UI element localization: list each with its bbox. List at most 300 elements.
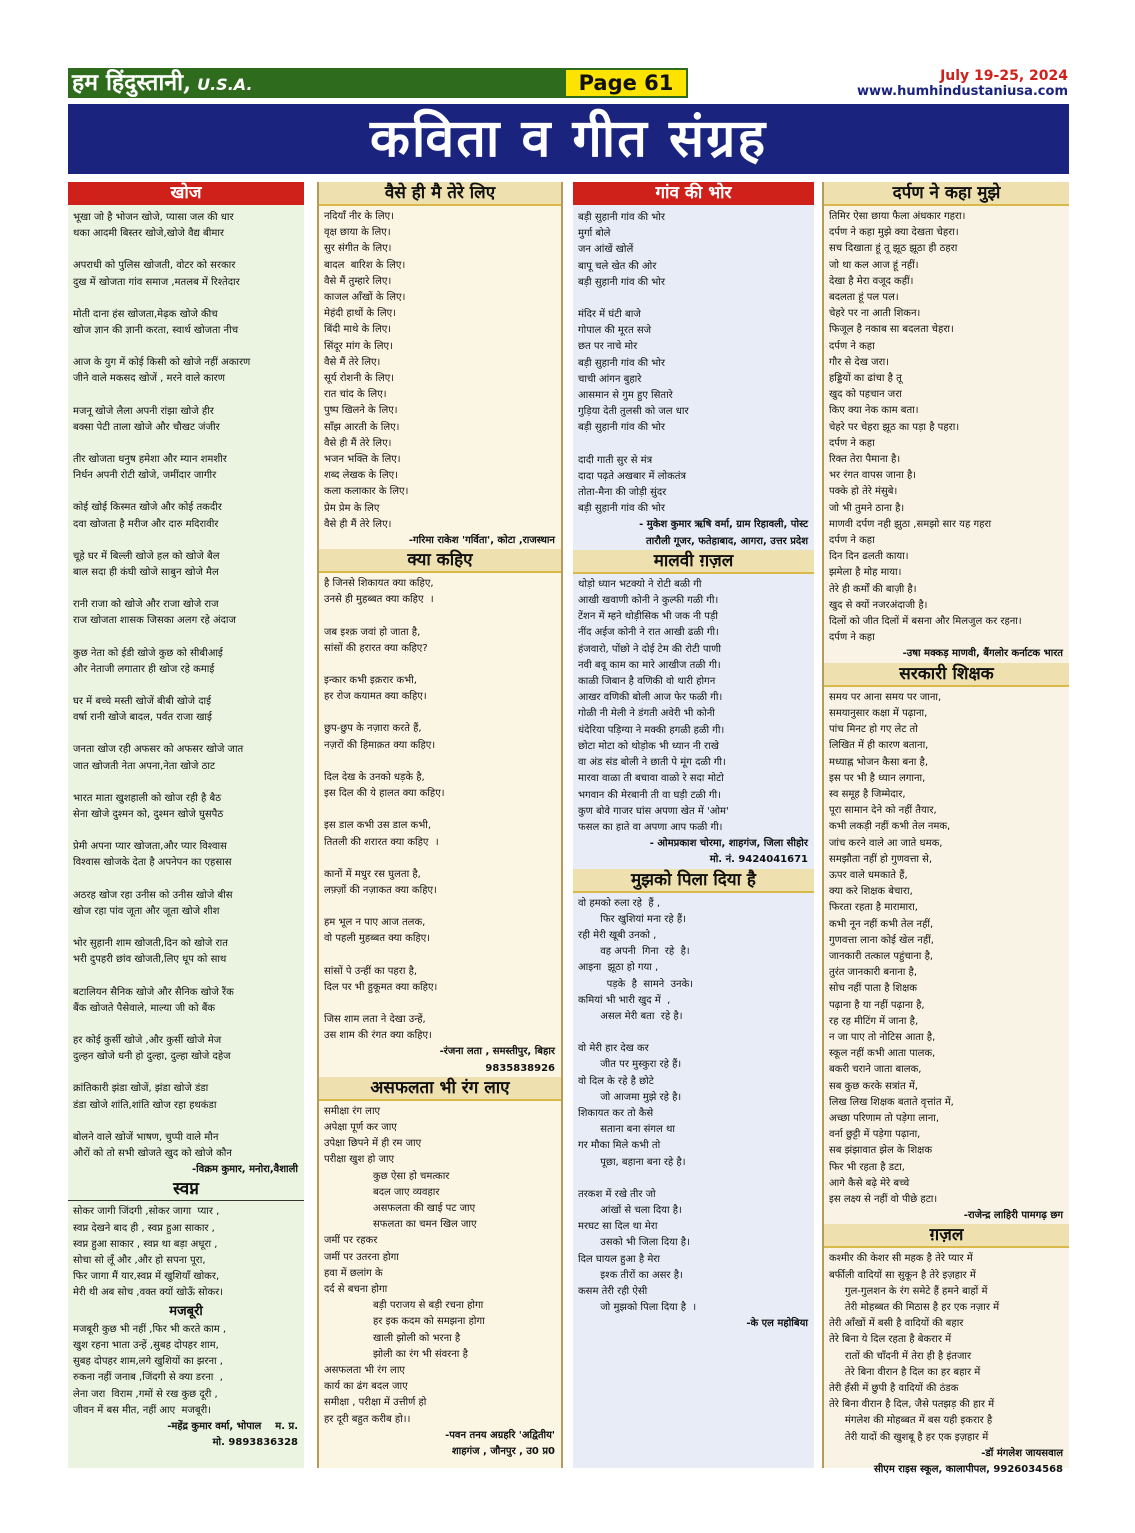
- poem-line: वो हमको रुला रहे हैं ,: [578, 897, 661, 909]
- poem-line: प्रेमी अपना प्यार खोजता,और प्यार विश्वास: [73, 841, 227, 853]
- poem-swapna-phone: मो. 9893836328: [212, 1437, 298, 1449]
- poem-line: हंजवारो, पोंछो ने दोई टेम की रोटी पाणी: [578, 643, 721, 655]
- poem-line: हर रोज कयामत क्या कहिए।: [324, 691, 427, 703]
- poem-line: बड़ी सुहानी गांव की भोर: [578, 503, 665, 515]
- poem-line: सब कुछ करके सत्रांत में,: [829, 1080, 919, 1092]
- stanza-gap: [324, 851, 557, 867]
- poem-line: दिलों को जीत दिलों में बसना और मिलजुल कर रहना।: [829, 616, 1022, 628]
- poem-line: दादा पढ़ते अखबार में लोकतंत्र: [578, 470, 686, 482]
- stanza-gap: [73, 581, 300, 597]
- poem-line: तोता-मैना की जोड़ी सुंदर: [578, 487, 667, 499]
- poem-line: औरों को तो सभी खोजते खुद को खोजे कौन: [73, 1147, 232, 1159]
- poem-line: सिंदूर मांग के लिए।: [324, 340, 393, 352]
- poem-asafalta-lines-2: [319, 1233, 561, 1298]
- poem-line: है जिनसे शिकायत क्या कहिए,: [324, 578, 434, 590]
- stanza-gap: [73, 533, 300, 549]
- poem-line: उपेक्षा छिपने में ही रम जाए: [324, 1138, 422, 1150]
- poem-line: खोज रहा पांव जूता और जूता खोजे शीश: [73, 905, 220, 917]
- poem-line: इश्क तीरों का असर है।: [578, 1269, 683, 1281]
- poem-line: सच दिखाता हूं तू झूठ झूठा ही ठहरा: [829, 243, 958, 255]
- poem-line: इस पर भी है ध्यान लगाना,: [829, 772, 926, 784]
- poem-line: बक्सा पेटी ताला खोजे और चौखट जंजीर: [73, 421, 220, 433]
- poem-khoj-author: -विक्रम कुमार, मनोरा,वैशाली: [192, 1164, 298, 1176]
- poem-line: खोज ज्ञान की ज्ञानी करता, स्वार्थ खोजता नीच: [73, 325, 239, 337]
- poem-majboori-subtitle: मजबूरी: [169, 1303, 203, 1319]
- poem-line: स्व समूह है जिम्मेदार,: [829, 788, 906, 800]
- stanza-gap: [73, 242, 300, 258]
- poem-line: तेरे ही कर्मों की बाज़ी है।: [829, 583, 917, 595]
- poem-line: न जा पाए तो नोटिस आता है,: [829, 1031, 936, 1043]
- poem-line: हड्डियों का ढांचा है तू: [829, 373, 902, 385]
- poem-line: रुकना नहीं जनाब ,जिंदगी से क्या डरना ,: [73, 1372, 223, 1384]
- poem-line: दुख में खोजता गांव समाज ,मतलब में रिश्तेदार: [73, 276, 240, 288]
- stanza-gap: [324, 754, 557, 770]
- poem-line: दिल देख के उनको धड़के है,: [324, 771, 425, 783]
- poem-line: दुल्हन खोजे धनी हो दुल्हा, दुल्हा खोजे दहेज: [73, 1051, 231, 1063]
- stanza-gap: [73, 1114, 300, 1130]
- poem-malvi-ghazal-phone: मो. नं. 9424041671: [709, 854, 808, 866]
- poem-title-darpan: दर्पण ने कहा मुझे: [824, 182, 1069, 206]
- poem-line: रातों की चाँदनी में तेरा ही है इंतजार: [829, 1350, 972, 1362]
- poem-line: क्रांतिकारी झंडा खोजें, झंडा खोजे डंडा: [73, 1083, 209, 1095]
- poem-line: खाली झोली को भरना है: [373, 1332, 461, 1344]
- poem-line: भारत माता खुशहाली को खोज रही है बैठ: [73, 792, 222, 804]
- poem-line: गोळी नी मेली ने डंगती अवेरी भी कोनी: [578, 708, 715, 720]
- stanza-gap: [324, 802, 557, 818]
- poem-line: हम भूल न पाए आज तलक,: [324, 917, 426, 929]
- stanza-gap: [73, 823, 300, 839]
- poem-line: वैसे ही मैं तेरे लिए।: [324, 437, 392, 449]
- poem-line: बटालियन सैनिक खोजे और सैनिक खोजे रैंक: [73, 986, 234, 998]
- stanza-gap: [73, 484, 300, 500]
- poem-mujhko-pila-author: -के एल महोबिया: [746, 1318, 808, 1330]
- poem-line: इस लक्ष्य से नहीं वो पीछे हटा।: [829, 1193, 938, 1205]
- poem-line: गुणवत्ता लाना कोई खेल नहीं,: [829, 934, 934, 946]
- poem-line: सब झंझावात झेल के शिक्षक: [829, 1145, 933, 1157]
- poem-line: नज़रों की हिमाक़त क्या कहिए।: [324, 739, 436, 751]
- poem-line: दर्पण ने कहा: [829, 340, 875, 352]
- poem-line: टेंशन में म्हने थोड़ीसिक भी जक नी पड़ी: [578, 611, 718, 623]
- poem-line: सेना खोजे दुश्मन को, दुश्मन खोजे घुसपैठ: [73, 809, 224, 821]
- poem-line: बकरी चराने जाता बालक,: [829, 1064, 922, 1076]
- poem-title-gaon-ki-bhor: गांव की भोर: [573, 182, 814, 205]
- poem-line: कुण बोवे गाजर घांस अपणा खेत में 'ओम': [578, 805, 729, 817]
- poem-line: लिखित में ही कारण बताना,: [829, 740, 929, 752]
- poem-line: जनता खोज रही अफसर को अफसर खोजे जात: [73, 744, 244, 756]
- poem-line: विश्वास खोजके देता है अपनेपन का एहसास: [73, 857, 232, 869]
- masthead: [68, 68, 1068, 100]
- poem-line: आगे कैसे बढ़े मेरे बच्चे: [829, 1177, 910, 1189]
- poem-line: जब इश्क़ जवां हो जाता है,: [324, 626, 421, 638]
- poem-line: थका आदमी बिस्तर खोजे,खोजे वैद्य बीमार: [73, 228, 225, 240]
- poem-line: उनसे ही मुहब्बत क्या कहिए ।: [324, 594, 434, 606]
- poem-line: फिर खुशियां मना रहे हैं।: [578, 913, 686, 925]
- poem-line: भोर सुहानी शाम खोजती,दिन को खोजे रात: [73, 938, 228, 950]
- poem-line: देखा है मेरा वजूद कहीं।: [829, 275, 914, 287]
- poem-line: इन्कार कभी इक़रार कभी,: [324, 675, 417, 687]
- poem-line: छोटा मोटा को थोड़ोक भी ध्यान नी राखे: [578, 740, 719, 752]
- poem-asafalta-lines-3: [319, 1363, 561, 1428]
- stanza-gap: [73, 775, 300, 791]
- poem-darpan-body: [824, 209, 1069, 646]
- poem-line: मजबूरी कुछ भी नहीं ,फिर भी करते काम ,: [73, 1323, 227, 1335]
- poem-line: तेरे बिना वीरान है दिल का हर बहार में: [829, 1366, 981, 1378]
- poem-line: रही मेरी खूबी उनको ,: [578, 929, 657, 941]
- poem-line: पक्के हो तेरे मंसुबे।: [829, 486, 898, 498]
- poem-line: लफ़्ज़ों की नज़ाकत क्या कहिए।: [324, 884, 437, 896]
- poem-line: प्रेम प्रेम के लिए: [324, 502, 380, 514]
- poem-line: मारवा वाळा ती बचावा वाळो रे सदा मोटो: [578, 773, 724, 785]
- poem-line: भजन भक्ति के लिए।: [324, 454, 401, 466]
- poem-line: अठरह खोज रहा उनीस को उनीस खोजे बीस: [73, 889, 233, 901]
- poem-line: झमेला है मोह माया।: [829, 567, 902, 579]
- brand-suffix: U.S.A.: [197, 75, 253, 94]
- poem-line: दादी गाती सुर से मंत्र: [578, 454, 653, 466]
- poem-line: भगवान की मेरबानी ती वा घड़ी टळी गी।: [578, 789, 721, 801]
- poem-sarkari-shikshak-body: [824, 690, 1069, 1209]
- poem-line: भरी दुपहरी छांव खोजती,लिए धूप को साथ: [73, 954, 227, 966]
- poem-line: तेरी हँसी में छुपी है वादियों की ठंडक: [829, 1383, 959, 1395]
- column-3: [573, 182, 814, 1468]
- poem-line: छुप-छुप के नज़ारा करते हैं,: [324, 723, 422, 735]
- poem-asafalta-place: शाहगंज , जौनपुर , उ0 प्र0: [451, 1446, 555, 1457]
- poem-line: स्वप्न हुआ साकार , स्वप्न था बड़ा अधूरा ,: [73, 1238, 218, 1250]
- poem-line: समयानुसार कक्षा में पढ़ाना,: [829, 707, 928, 719]
- poem-line: फिरता रहता है मारामारा,: [829, 902, 918, 914]
- poem-line: आज के युग में कोई किसी को खोजे नहीं अकारण: [73, 357, 251, 369]
- poem-asafalta-indent-2: [319, 1298, 561, 1363]
- poem-line: फिजूल है नकाब सा बदलता चेहरा।: [829, 324, 954, 336]
- poem-mujhko-pila-body: [573, 896, 814, 1317]
- poem-line: दिन दिन ढलती काया।: [829, 551, 909, 563]
- poem-line: वो दिल के रहे है छोटे: [578, 1075, 654, 1087]
- poem-vaise-hi-author: -गरिमा राकेश 'गर्विता', कोटा ,राजस्थान: [408, 535, 555, 547]
- poem-line: तेरी यादों की खुशबू है हर एक इज़हार में: [829, 1431, 989, 1443]
- poem-asafalta-indent-1: [319, 1169, 561, 1234]
- poem-line: मंदिर में घंटी बाजे: [578, 309, 641, 321]
- poem-swapna-body: [68, 1204, 304, 1301]
- poem-line: जो मुझको पिला दिया है ।: [578, 1302, 697, 1314]
- poem-line: जमीं पर रहकर: [324, 1235, 378, 1247]
- poem-line: फसल का हाते वा अपणा आप फळी गी।: [578, 821, 723, 833]
- stanza-gap: [578, 1025, 810, 1041]
- poem-line: समीक्षा , परीक्षा में उत्तीर्ण हो: [324, 1397, 427, 1409]
- poem-line: बैंक खोजते पैसेवाले, माल्या जी को बैंक: [73, 1002, 216, 1014]
- poem-line: जानकारी तत्काल पहुंचाना है,: [829, 950, 934, 962]
- poem-line: वैसे मैं तेरे लिए।: [324, 356, 381, 368]
- poem-line: डंडा खोजे शांति,शांति खोज रहा हथकंडा: [73, 1099, 217, 1111]
- poem-kya-kahiye-body: [319, 576, 561, 1044]
- poem-line: मध्याह्न भोजन कैसा बना है,: [829, 756, 929, 768]
- column-4: [822, 182, 1069, 1476]
- poem-line: दर्पण ने कहा: [829, 632, 875, 644]
- stanza-gap: [73, 1065, 300, 1081]
- page-number: Page 61: [564, 68, 688, 98]
- poem-line: मेहंदी हाथों के लिए।: [324, 308, 396, 320]
- poem-line: चेहरे पर ना आती शिकन।: [829, 308, 921, 320]
- poem-darpan-author: -उषा मक्कड़ माणवी, बैंगलोर कर्नाटक भारत: [902, 648, 1063, 660]
- poem-line: वृक्ष छाया के लिए।: [324, 227, 391, 239]
- poem-line: शब्द लेखक के लिए।: [324, 470, 398, 482]
- poem-line: गुल-गुलशन के रंग समेटे हैं हमने बाहों में: [829, 1285, 988, 1297]
- poem-line: जो था कल आज हूं नहीं।: [829, 259, 919, 271]
- poem-line: मुर्गा बोले: [578, 228, 611, 240]
- poem-line: जमीं पर उतरना होगा: [324, 1251, 399, 1263]
- poem-line: जात खोजती नेता अपना,नेता खोजे ठाट: [73, 760, 216, 772]
- poem-line: गर मौका मिले कभी तो: [578, 1140, 661, 1152]
- poem-line: गुड़िया देती तुलसी को जल धार: [578, 406, 689, 418]
- poem-line: सोच नहीं पाता है शिक्षक: [829, 983, 917, 995]
- poem-line: अपराधी को पुलिस खोजती, वोटर को सरकार: [73, 260, 236, 272]
- poem-line: बड़ी सुहानी गांव की भोर: [578, 212, 665, 223]
- poem-line: काळी जिबान है वणिकी वो थारी होगन: [578, 676, 716, 688]
- poem-title-malvi-ghazal: मालवी ग़ज़ल: [573, 550, 814, 574]
- poem-line: मंगलेश की मोहब्बत में बस यही इकरार है: [829, 1415, 993, 1427]
- poem-line: फिर भी रहता है डटा,: [829, 1161, 905, 1173]
- section-banner: कविता व गीत संग्रह: [68, 104, 1069, 174]
- poem-line: सताना बना संगल था: [578, 1124, 675, 1136]
- poem-line: शिकायत कर तो कैसे: [578, 1107, 654, 1119]
- poem-line: असफलता की खाई पट जाए: [373, 1202, 476, 1214]
- issue-date: July 19-25, 2024: [940, 68, 1068, 84]
- poem-line: बाल सदा ही कंघी खोजे साबुन खोजे मैल: [73, 567, 219, 579]
- poem-line: कमियां भी भारी खुद में ,: [578, 994, 671, 1006]
- poem-sarkari-shikshak-author: -राजेन्द्र लाहिरी पामगढ़ छग: [963, 1210, 1063, 1222]
- poem-line: इस डाल कभी उस डाल कभी,: [324, 820, 432, 832]
- poem-line: झोली का रंग भी संवरना है: [373, 1348, 468, 1360]
- poem-line: गौर से देख जरा।: [829, 356, 889, 368]
- poem-line: सफलता का चमन खिल जाए: [373, 1219, 477, 1231]
- poem-line: समीक्षा रंग लाए: [324, 1105, 381, 1117]
- poem-ghazal-place: सीएम राइस स्कूल, कालापीपल, 9926034568: [873, 1464, 1063, 1476]
- poem-line: पूरा सामान देने को नहीं तैयार,: [829, 805, 937, 817]
- stanza-gap: [324, 899, 557, 915]
- poem-title-swapna: स्वप्न: [68, 1178, 304, 1201]
- poem-line: कार्य का ढंग बदल जाए: [324, 1381, 408, 1393]
- poem-line: लेना जरा विराम ,गमों से रख कुछ दूरी ,: [73, 1388, 218, 1400]
- poem-asafalta-lines: [319, 1104, 561, 1169]
- poem-line: स्वप्न देखने बाद ही , स्वप्न हुआ साकार ,: [73, 1222, 215, 1234]
- poem-line: जो भी तुमने ठाना है।: [829, 502, 905, 514]
- poem-line: वर्षा रानी खोजे बादल, पर्वत राजा खाई: [73, 712, 212, 724]
- stanza-gap: [578, 437, 810, 453]
- column-1: [68, 182, 304, 1468]
- column-2: [317, 182, 563, 1468]
- poem-line: जांच करने वाले आ जाते धमक,: [829, 837, 943, 849]
- poem-line: बिंदी माथे के लिए।: [324, 324, 392, 336]
- poem-line: उसको भी जिला दिया है।: [578, 1237, 690, 1249]
- poem-line: बदलता हूं पल पल।: [829, 292, 899, 304]
- poem-line: दवा खोजता है मरीज और दारु मदिरावीर: [73, 518, 219, 530]
- poem-title-asafalta: असफलता भी रंग लाए: [319, 1077, 561, 1101]
- poem-line: दर्द से बचना होगा: [324, 1283, 388, 1295]
- stanza-gap: [578, 1171, 810, 1187]
- poem-kya-kahiye-author: -रंजना लता , समस्तीपुर, बिहार: [439, 1046, 555, 1058]
- poem-line: दर्पण ने कहा मुझे क्या देखता चेहरा।: [829, 227, 959, 239]
- poem-line: लिख लिख शिक्षक बताते वृत्तांत में,: [829, 1096, 954, 1108]
- poem-line: वैसे ही मैं तेरे लिए।: [324, 518, 392, 530]
- stanza-gap: [324, 705, 557, 721]
- poem-line: तेरे बिना ये दिल रहता है बेकरार में: [829, 1334, 952, 1346]
- poem-line: चाची आंगन बुहारे: [578, 373, 642, 385]
- poem-line: सांसों की हरारत क्या कहिए?: [324, 642, 428, 654]
- poem-line: साँझ आरती के लिए।: [324, 421, 400, 433]
- poem-line: बड़ी सुहानी गांव की भोर: [578, 422, 665, 434]
- poem-line: मजनू खोजे लैला अपनी रांझा खोजे हीर: [73, 405, 214, 417]
- poem-line: जीत पर मुस्कुरा रहे हैं।: [578, 1059, 682, 1071]
- poem-line: खुश रहना भाता उन्हें ,सुबह दोपहर शाम,: [73, 1339, 219, 1351]
- poem-line: परीक्षा खुश हो जाए: [324, 1154, 395, 1166]
- stanza-gap: [73, 969, 300, 985]
- poem-malvi-ghazal-author: - ओमप्रकाश चोरमा, शाहगंज, जिला सीहोर: [649, 838, 808, 850]
- poem-line: रात चांद के लिए।: [324, 389, 387, 401]
- poem-line: जो आजमा मुझे रहे है।: [578, 1091, 682, 1103]
- poem-ghazal-body: [824, 1251, 1069, 1445]
- poem-line: रानी राजा को खोजे और राजा खोजे राज: [73, 599, 219, 611]
- poem-malvi-ghazal-body: [573, 577, 814, 836]
- poem-gaon-ki-bhor-author: - मुकेश कुमार ऋषि वर्मा, ग्राम रिहावली, पोस्ट: [639, 519, 808, 531]
- poem-vaise-hi-body: [319, 209, 561, 533]
- poem-line: वैसे मैं तुम्हारे लिए।: [324, 275, 392, 287]
- poem-line: असफलता भी रंग लाए: [324, 1364, 405, 1376]
- poem-line: बदल जाए व्यवहार: [373, 1186, 440, 1198]
- poem-line: वा अंड संड बोली ने छाती पे मूंग दळी गी।: [578, 757, 726, 769]
- poem-swapna-author: -महेंद्र कुमार वर्मा, भोपाल म. प्र.: [167, 1420, 298, 1432]
- poem-line: रह रह मीटिंग में जाना है,: [829, 1015, 919, 1027]
- poem-line: बड़ी सुहानी गांव की भोर: [578, 276, 665, 288]
- poem-line: असल मेरी बता रहे है।: [578, 1010, 683, 1022]
- poem-line: वो मेरी हार देख कर: [578, 1043, 649, 1055]
- poem-line: मेरी थी अब सोच ,वक्त क्यों खोऊँ सोकर।: [73, 1287, 224, 1299]
- poem-line: तितली की शरारत क्या कहिए ।: [324, 836, 439, 848]
- poem-line: इस दिल की ये हालत क्या कहिए।: [324, 788, 445, 800]
- poem-title-ghazal: ग़ज़ल: [824, 1224, 1069, 1248]
- poem-line: तेरी आँखों में बसी है वादियों की बहार: [829, 1318, 964, 1330]
- poem-line: राज खोजता शासक जिसका अलग रहे अंदाज: [73, 615, 236, 627]
- poem-line: हर इक कदम को समझना होगा: [373, 1316, 485, 1328]
- stanza-gap: [73, 339, 300, 355]
- poem-line: पूछा, बहाना बना रहे है।: [578, 1156, 686, 1168]
- poem-line: हर कोई कुर्सी खोजे ,और कुर्सी खोजे मेज: [73, 1034, 222, 1046]
- poem-line: आंखों से चला दिया है।: [578, 1204, 682, 1216]
- poem-line: जीने वाले मकसद खोजें , मरने वाले कारण: [73, 373, 225, 385]
- poem-line: आसमान से गुम हुए सितारे: [578, 390, 673, 402]
- poem-line: तिमिर ऐसा छाया फैला अंधकार गहरा।: [829, 211, 966, 222]
- poem-line: दर्पण ने कहा: [829, 437, 875, 449]
- poem-line: बड़ी पराजय से बड़ी रचना होगा: [373, 1300, 484, 1312]
- poem-line: स्कूल नहीं कभी आता पालक,: [829, 1048, 936, 1060]
- poem-line: तीर खोजता धनुष हमेशा और म्यान शमशीर: [73, 454, 227, 466]
- poem-line: खुद को पहचान जरा: [829, 389, 902, 401]
- poem-line: कुछ ऐसा हो चमत्कार: [373, 1170, 450, 1182]
- poem-line: अच्छा परिणाम तो पड़ेगा लाना,: [829, 1112, 940, 1124]
- poem-line: काजल आँखों के लिए।: [324, 292, 406, 304]
- poem-line: मरघट सा दिल था मेरा: [578, 1221, 658, 1233]
- poem-line: अपेक्षा पूर्ण कर जाए: [324, 1121, 397, 1133]
- poem-line: वह अपनी गिना रहे है।: [578, 946, 690, 958]
- poem-line: उस शाम की रंगत क्या कहिए।: [324, 1030, 432, 1042]
- poem-line: चेहरे पर चेहरा झूठ का पड़ा है पहरा।: [829, 421, 960, 433]
- poem-line: वो पहली मुहब्बत क्या कहिए।: [324, 933, 431, 945]
- poem-line: तेरी मोहब्बत की मिठास है हर एक नज़ार में: [829, 1302, 1000, 1313]
- stanza-gap: [578, 291, 810, 307]
- poem-line: और नेताजी लगातार ही खोज रहे कमाई: [73, 663, 215, 675]
- poem-line: जीवन में बस मीत, नहीं आए मजबूरी।: [73, 1404, 212, 1416]
- stanza-gap: [73, 1017, 300, 1033]
- brand-name: हम हिंदुस्तानी,: [72, 69, 192, 96]
- poem-line: समझौता नहीं हो गुणवत्ता से,: [829, 853, 933, 865]
- poem-line: कभी लकड़ी नहीं कभी तेल नमक,: [829, 821, 951, 833]
- poem-line: चूहे घर में बिल्ली खोजे हल को खोजे बैल: [73, 550, 220, 562]
- stanza-gap: [73, 678, 300, 694]
- poem-line: निर्धन अपनी रोटी खोजे, जमींदार जागीर: [73, 470, 217, 482]
- poem-line: तरकश में रखे तीर जो: [578, 1188, 656, 1200]
- poem-line: बोलने वाले खोजें भाषण, चुप्पी वाले मौन: [73, 1131, 219, 1143]
- poem-line: समय पर आना समय पर जाना,: [829, 691, 942, 703]
- poem-title-vaise-hi: वैसे ही मै तेरे लिए: [319, 182, 561, 206]
- poem-line: छत पर नाचे मोर: [578, 341, 638, 353]
- stanza-gap: [324, 657, 557, 673]
- site-url[interactable]: www.humhindustaniusa.com: [856, 84, 1068, 99]
- poem-line: क्या करे शिक्षक बेचारा,: [829, 886, 913, 898]
- poem-line: दर्पण ने कहा: [829, 535, 875, 547]
- poem-khoj-body: [68, 210, 304, 1162]
- poem-line: सांसों पे उन्हीं का पहरा है,: [324, 965, 418, 977]
- poem-line: आखर वणिकी बोली आज फेर फळी गी।: [578, 692, 723, 704]
- poem-ghazal-author: -डॉ मंगलेश जायसवाल: [981, 1447, 1063, 1459]
- poem-line: दिल पर भी हुकूमत क्या कहिए।: [324, 981, 438, 993]
- stanza-gap: [73, 291, 300, 307]
- stanza-gap: [324, 609, 557, 625]
- poem-line: कानों में मधुर रस घुलता है,: [324, 868, 421, 880]
- poem-line: आइना झूठा हो गया ,: [578, 962, 659, 974]
- poem-line: मोती दाना हंस खोजता,मेढ़क खोजे कीच: [73, 308, 218, 320]
- poem-line: सोचा सो लूँ और ,और हो सपना पूरा,: [73, 1254, 206, 1266]
- poem-line: आखी खवाणी कोनी ने कुल्फी गळी गी।: [578, 595, 719, 607]
- poem-line: जिस शाम लता ने देखा उन्हें,: [324, 1013, 426, 1025]
- poem-title-kya-kahiye: क्या कहिए: [319, 549, 561, 573]
- stanza-gap: [324, 996, 557, 1012]
- poem-line: खुद से क्यों नजरअंदाजी है।: [829, 599, 928, 611]
- poem-line: घर में बच्चे मस्ती खोजें बीबी खोजे दाई: [73, 696, 212, 708]
- poem-line: थोड़ो ध्यान भटक्यो ने रोटी बळी गी: [578, 578, 702, 590]
- poem-majboori-body: [68, 1322, 304, 1419]
- stanza-gap: [324, 948, 557, 964]
- stanza-gap: [73, 920, 300, 936]
- poem-line: हवा में छलांग के: [324, 1267, 383, 1279]
- poem-line: सुर संगीत के लिए।: [324, 243, 392, 255]
- poem-gaon-ki-bhor-address: तारौली गूजर, फतेहाबाद, आगरा, उत्तर प्रदेश: [645, 535, 808, 547]
- poem-line: फिर जागा मैं यार,स्वप्न में खुशियाँ खोकर,: [73, 1271, 220, 1283]
- poem-line: पांच मिनट हो गए लेट तो: [829, 724, 918, 736]
- stanza-gap: [73, 436, 300, 452]
- poem-line: तुरंत जानकारी बनाना है,: [829, 967, 918, 979]
- stanza-gap: [73, 872, 300, 888]
- stanza-gap: [73, 388, 300, 404]
- poem-line: भूखा जो है भोजन खोजे, प्यासा जल की धार: [73, 212, 234, 223]
- poem-title-khoj: खोज: [68, 182, 304, 205]
- poem-line: बापू चले खेत की ओर: [578, 260, 657, 272]
- poem-line: धंदेरिया पड़िग्या ने मक्की हगळी हळी गी।: [578, 724, 725, 736]
- poem-line: ऊपर वाले धमकाते हैं,: [829, 869, 908, 881]
- poem-line: बर्फीली वादियों सा सुकून है तेरे इज़हार में: [829, 1269, 976, 1281]
- poem-line: नदियाँ नीर के लिए।: [324, 211, 394, 222]
- poem-line: सूर्य रोशनी के लिए।: [324, 373, 395, 385]
- poem-title-mujhko-pila: मुझको पिला दिया है: [573, 869, 814, 893]
- stanza-gap: [73, 726, 300, 742]
- poem-line: सुबह दोपहर शाम,लगे खुशियों का झरना ,: [73, 1356, 223, 1368]
- poem-line: कुछ नेता को ईडी खोजे कुछ को सीबीआई: [73, 647, 223, 659]
